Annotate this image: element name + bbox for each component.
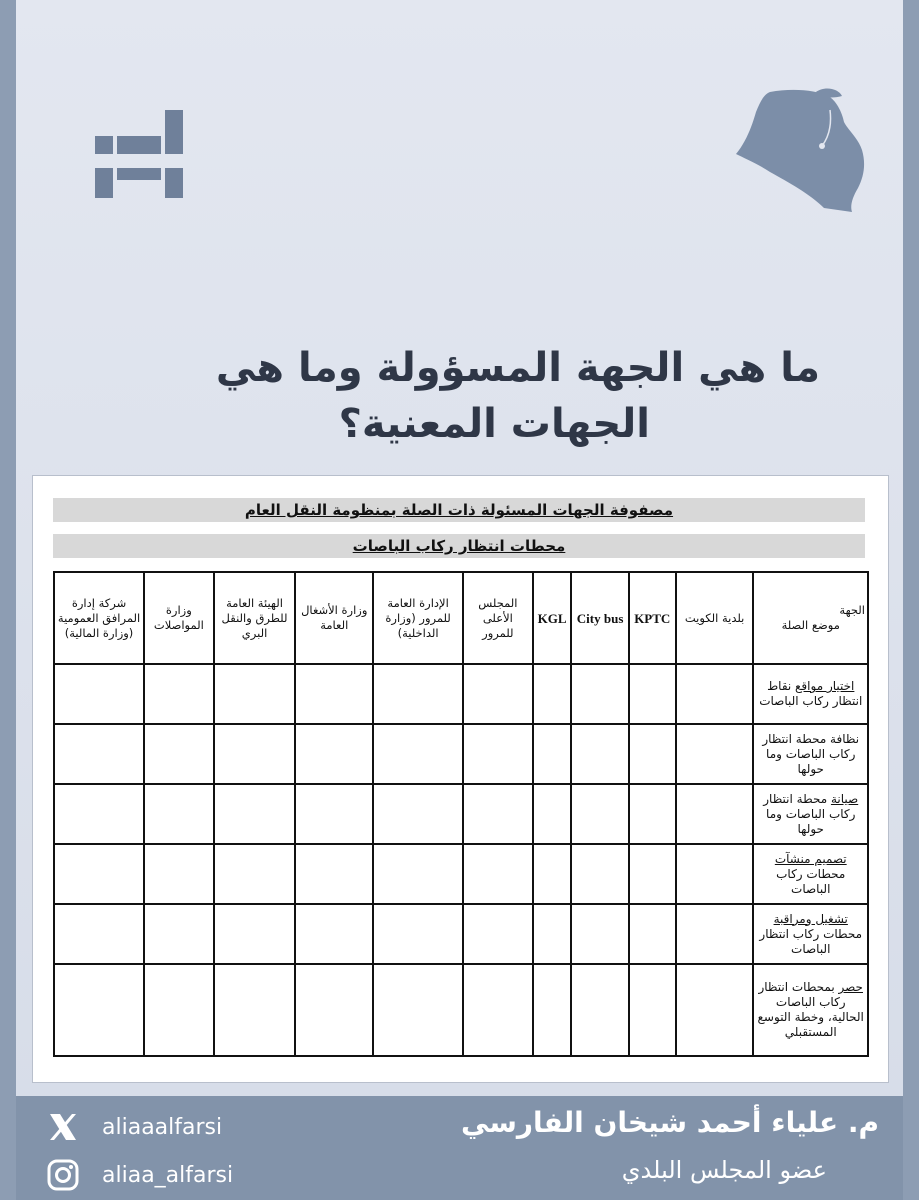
matrix-cell bbox=[571, 784, 628, 844]
row-topic-lead: اختيار مواقع bbox=[795, 679, 855, 693]
matrix-cell bbox=[571, 844, 628, 904]
column-header: City bus bbox=[571, 572, 628, 664]
row-topic-rest: محطة انتظار ركاب الباصات وما حولها bbox=[763, 791, 856, 836]
row-topic-lead: حصر bbox=[838, 980, 863, 994]
matrix-cell bbox=[144, 904, 214, 964]
x-social-link[interactable] bbox=[46, 1108, 306, 1146]
matrix-cell bbox=[571, 664, 628, 724]
row-topic-cell bbox=[753, 964, 868, 1056]
row-topic-lead: صيانة bbox=[830, 791, 859, 806]
x-logo-icon bbox=[46, 1110, 80, 1144]
matrix-cell bbox=[463, 904, 533, 964]
matrix-cell bbox=[295, 724, 373, 784]
x-handle: aliaaalfarsi bbox=[102, 1114, 223, 1140]
column-header: وزارة الأشغال العامة bbox=[295, 572, 373, 664]
matrix-cell bbox=[533, 844, 572, 904]
matrix-cell bbox=[295, 664, 373, 724]
matrix-cell bbox=[629, 724, 676, 784]
matrix-cell bbox=[144, 964, 214, 1056]
matrix-sheet bbox=[32, 475, 889, 1083]
table-row bbox=[54, 784, 868, 844]
instagram-social-link[interactable] bbox=[46, 1156, 306, 1194]
matrix-cell bbox=[295, 784, 373, 844]
column-header: KPTC bbox=[629, 572, 676, 664]
row-topic-rest: نظافة محطة انتظار ركاب الباصات وما حولها bbox=[762, 731, 860, 776]
matrix-cell bbox=[463, 844, 533, 904]
matrix-cell bbox=[214, 904, 296, 964]
matrix-cell bbox=[54, 724, 144, 784]
matrix-cell bbox=[533, 784, 572, 844]
table-header-row bbox=[54, 572, 868, 664]
matrix-cell bbox=[214, 784, 296, 844]
matrix-cell bbox=[463, 664, 533, 724]
row-topic-rest: محطات ركاب الباصات bbox=[776, 866, 846, 896]
column-header: وزارة المواصلات bbox=[144, 572, 214, 664]
matrix-cell bbox=[533, 724, 572, 784]
matrix-cell bbox=[373, 664, 463, 724]
matrix-cell bbox=[373, 844, 463, 904]
matrix-cell bbox=[295, 964, 373, 1056]
table-row bbox=[54, 724, 868, 784]
matrix-cell bbox=[144, 784, 214, 844]
left-border bbox=[0, 0, 16, 1200]
sheet-subtitle: محطات انتظار ركاب الباصات bbox=[53, 534, 865, 558]
row-topic-cell bbox=[753, 664, 868, 724]
column-header: بلدية الكويت bbox=[676, 572, 754, 664]
matrix-cell bbox=[463, 964, 533, 1056]
author-name: م. علياء أحمد شيخان الفارسي bbox=[460, 1106, 879, 1139]
right-border bbox=[903, 0, 919, 1200]
matrix-cell bbox=[676, 664, 754, 724]
matrix-cell bbox=[533, 964, 572, 1056]
column-header: شركة إدارة المرافق العمومية (وزارة المالية) bbox=[54, 572, 144, 664]
responsibility-matrix bbox=[53, 571, 869, 1057]
table-row bbox=[54, 964, 868, 1056]
row-topic-cell bbox=[753, 724, 868, 784]
matrix-cell bbox=[214, 664, 296, 724]
matrix-cell bbox=[373, 904, 463, 964]
matrix-cell bbox=[571, 904, 628, 964]
matrix-cell bbox=[629, 664, 676, 724]
column-header: KGL bbox=[533, 572, 572, 664]
footer bbox=[16, 1096, 903, 1200]
table-row bbox=[54, 904, 868, 964]
matrix-cell bbox=[54, 844, 144, 904]
row-topic-lead: تشغيل ومراقبة bbox=[773, 911, 848, 926]
matrix-cell bbox=[629, 844, 676, 904]
matrix-cell bbox=[373, 784, 463, 844]
matrix-cell bbox=[54, 784, 144, 844]
row-topic-cell bbox=[753, 784, 868, 844]
matrix-cell bbox=[144, 664, 214, 724]
matrix-cell bbox=[629, 964, 676, 1056]
matrix-cell bbox=[571, 964, 628, 1056]
matrix-cell bbox=[676, 724, 754, 784]
row-topic-rest: محطات ركاب انتظار الباصات bbox=[759, 926, 863, 956]
matrix-cell bbox=[144, 724, 214, 784]
headline-line-2: الجهات المعنية؟ bbox=[338, 401, 650, 447]
matrix-cell bbox=[144, 844, 214, 904]
headline bbox=[60, 340, 820, 452]
row-topic-rest: بمحطات انتظار ركاب الباصات الحالية، وخطة التوسع المستقبلي bbox=[757, 980, 864, 1039]
instagram-handle: aliaa_alfarsi bbox=[102, 1162, 234, 1188]
row-topic-rest: نقاط انتظار ركاب الباصات bbox=[759, 679, 863, 708]
matrix-cell bbox=[214, 964, 296, 1056]
matrix-cell bbox=[295, 904, 373, 964]
matrix-cell bbox=[629, 904, 676, 964]
matrix-cell bbox=[373, 724, 463, 784]
matrix-cell bbox=[463, 724, 533, 784]
matrix-cell bbox=[533, 904, 572, 964]
sheet-title: مصفوفة الجهات المسئولة ذات الصلة بمنظومة النقل العام bbox=[53, 498, 865, 522]
corner-cell bbox=[753, 572, 868, 664]
corner-label-topic: موضع الصلة bbox=[781, 618, 840, 632]
matrix-cell bbox=[373, 964, 463, 1056]
column-header: الإدارة العامة للمرور (وزارة الداخلية) bbox=[373, 572, 463, 664]
column-header: المجلس الأعلى للمرور bbox=[463, 572, 533, 664]
matrix-cell bbox=[676, 904, 754, 964]
matrix-cell bbox=[463, 784, 533, 844]
matrix-cell bbox=[676, 844, 754, 904]
kuwait-map-icon bbox=[732, 86, 872, 214]
corner-label-entity: الجهة bbox=[839, 603, 865, 617]
matrix-cell bbox=[54, 964, 144, 1056]
author-role: عضو المجلس البلدي bbox=[621, 1156, 827, 1184]
matrix-cell bbox=[54, 664, 144, 724]
table-row bbox=[54, 664, 868, 724]
table-row bbox=[54, 844, 868, 904]
matrix-cell bbox=[676, 784, 754, 844]
matrix-cell bbox=[214, 844, 296, 904]
matrix-cell bbox=[214, 724, 296, 784]
matrix-cell bbox=[54, 904, 144, 964]
row-topic-lead: تصميم منشآت bbox=[774, 851, 847, 866]
matrix-cell bbox=[533, 664, 572, 724]
row-topic-cell bbox=[753, 844, 868, 904]
matrix-cell bbox=[676, 964, 754, 1056]
matrix-cell bbox=[629, 784, 676, 844]
headline-line-1: ما هي الجهة المسؤولة وما هي bbox=[215, 345, 820, 391]
instagram-icon bbox=[46, 1158, 80, 1192]
logo-icon bbox=[95, 110, 183, 198]
row-topic-cell bbox=[753, 904, 868, 964]
matrix-cell bbox=[295, 844, 373, 904]
column-header: الهيئة العامة للطرق والنقل البري bbox=[214, 572, 296, 664]
matrix-cell bbox=[571, 724, 628, 784]
